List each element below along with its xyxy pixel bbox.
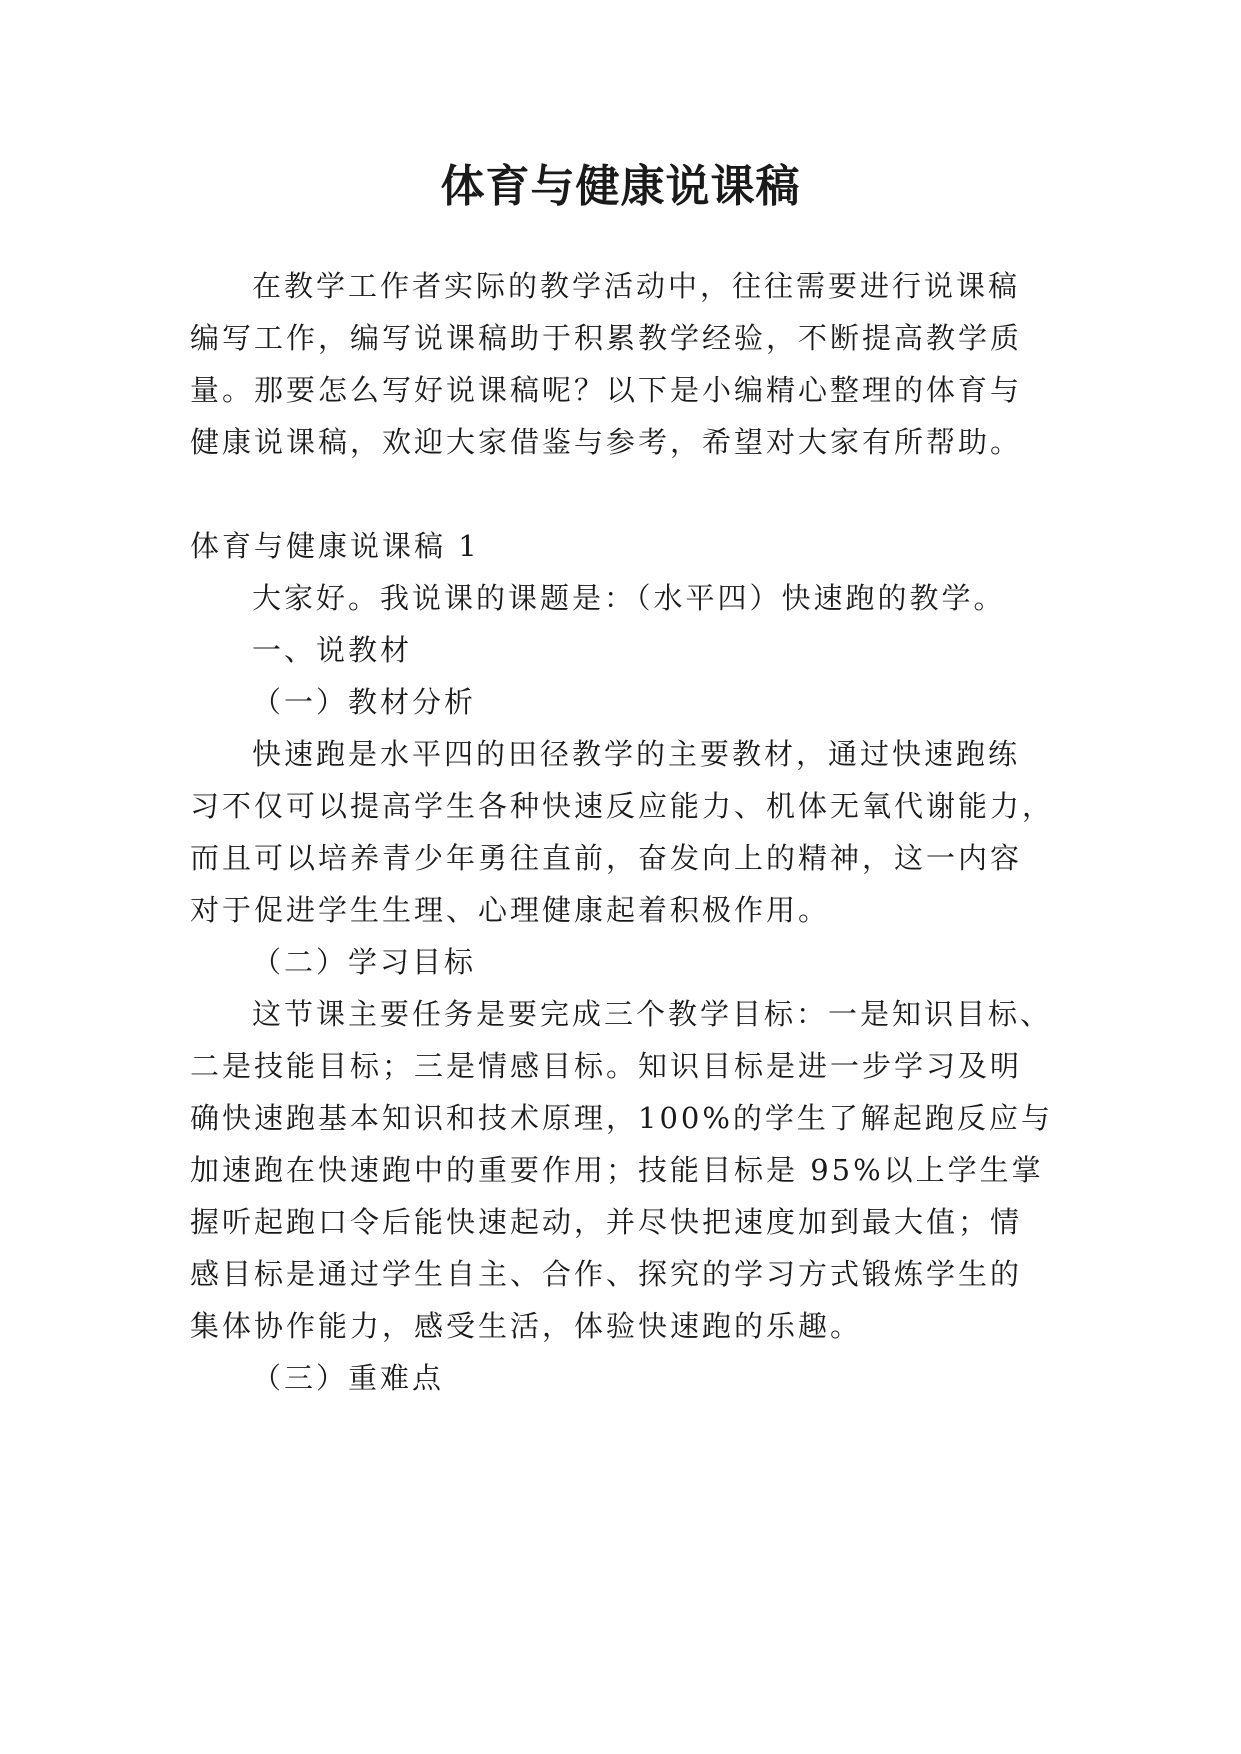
goals-line-5: 握听起跑口令后能快速起动，并尽快把速度加到最大值；情 xyxy=(190,1205,1023,1239)
greeting-line: 大家好。我说课的课题是：（水平四）快速跑的教学。 xyxy=(252,581,1006,615)
heading-learning-goals: （二）学习目标 xyxy=(252,945,477,979)
goals-line-3: 确快速跑基本知识和技术原理，100%的学生了解起跑反应与 xyxy=(190,1101,1053,1135)
goals-line-2: 二是技能目标；三是情感目标。知识目标是进一步学习及明 xyxy=(190,1049,1023,1083)
intro-line-3: 量。那要怎么写好说课稿呢？以下是小编精心整理的体育与 xyxy=(190,373,1023,407)
page-title: 体育与健康说课稿 xyxy=(440,161,801,212)
intro-line-2: 编写工作，编写说课稿助于积累教学经验，不断提高教学质 xyxy=(190,321,1023,355)
analysis-line-3: 而且可以培养青少年勇往直前，奋发向上的精神，这一内容 xyxy=(190,841,1023,875)
goals-line-4: 加速跑在快速跑中的重要作用；技能目标是 95%以上学生掌 xyxy=(190,1153,1044,1187)
intro-line-4: 健康说课稿，欢迎大家借鉴与参考，希望对大家有所帮助。 xyxy=(190,425,1023,459)
section-heading: 体育与健康说课稿 1 xyxy=(190,529,480,563)
heading-key-difficulties: （三）重难点 xyxy=(252,1361,445,1395)
heading-teaching-material: 一、说教材 xyxy=(252,633,413,667)
intro-line-1: 在教学工作者实际的教学活动中，往往需要进行说课稿 xyxy=(252,269,1021,303)
analysis-line-4: 对于促进学生生理、心理健康起着积极作用。 xyxy=(190,893,831,927)
analysis-line-1: 快速跑是水平四的田径教学的主要教材，通过快速跑练 xyxy=(252,737,1021,771)
goals-line-1: 这节课主要任务是要完成三个教学目标：一是知识目标、 xyxy=(252,997,1053,1031)
analysis-line-2: 习不仅可以提高学生各种快速反应能力、机体无氧代谢能力， xyxy=(190,789,1055,823)
goals-line-6: 感目标是通过学生自主、合作、探究的学习方式锻炼学生的 xyxy=(190,1257,1023,1291)
heading-material-analysis: （一）教材分析 xyxy=(252,685,477,719)
goals-line-7: 集体协作能力，感受生活，体验快速跑的乐趣。 xyxy=(190,1309,863,1343)
